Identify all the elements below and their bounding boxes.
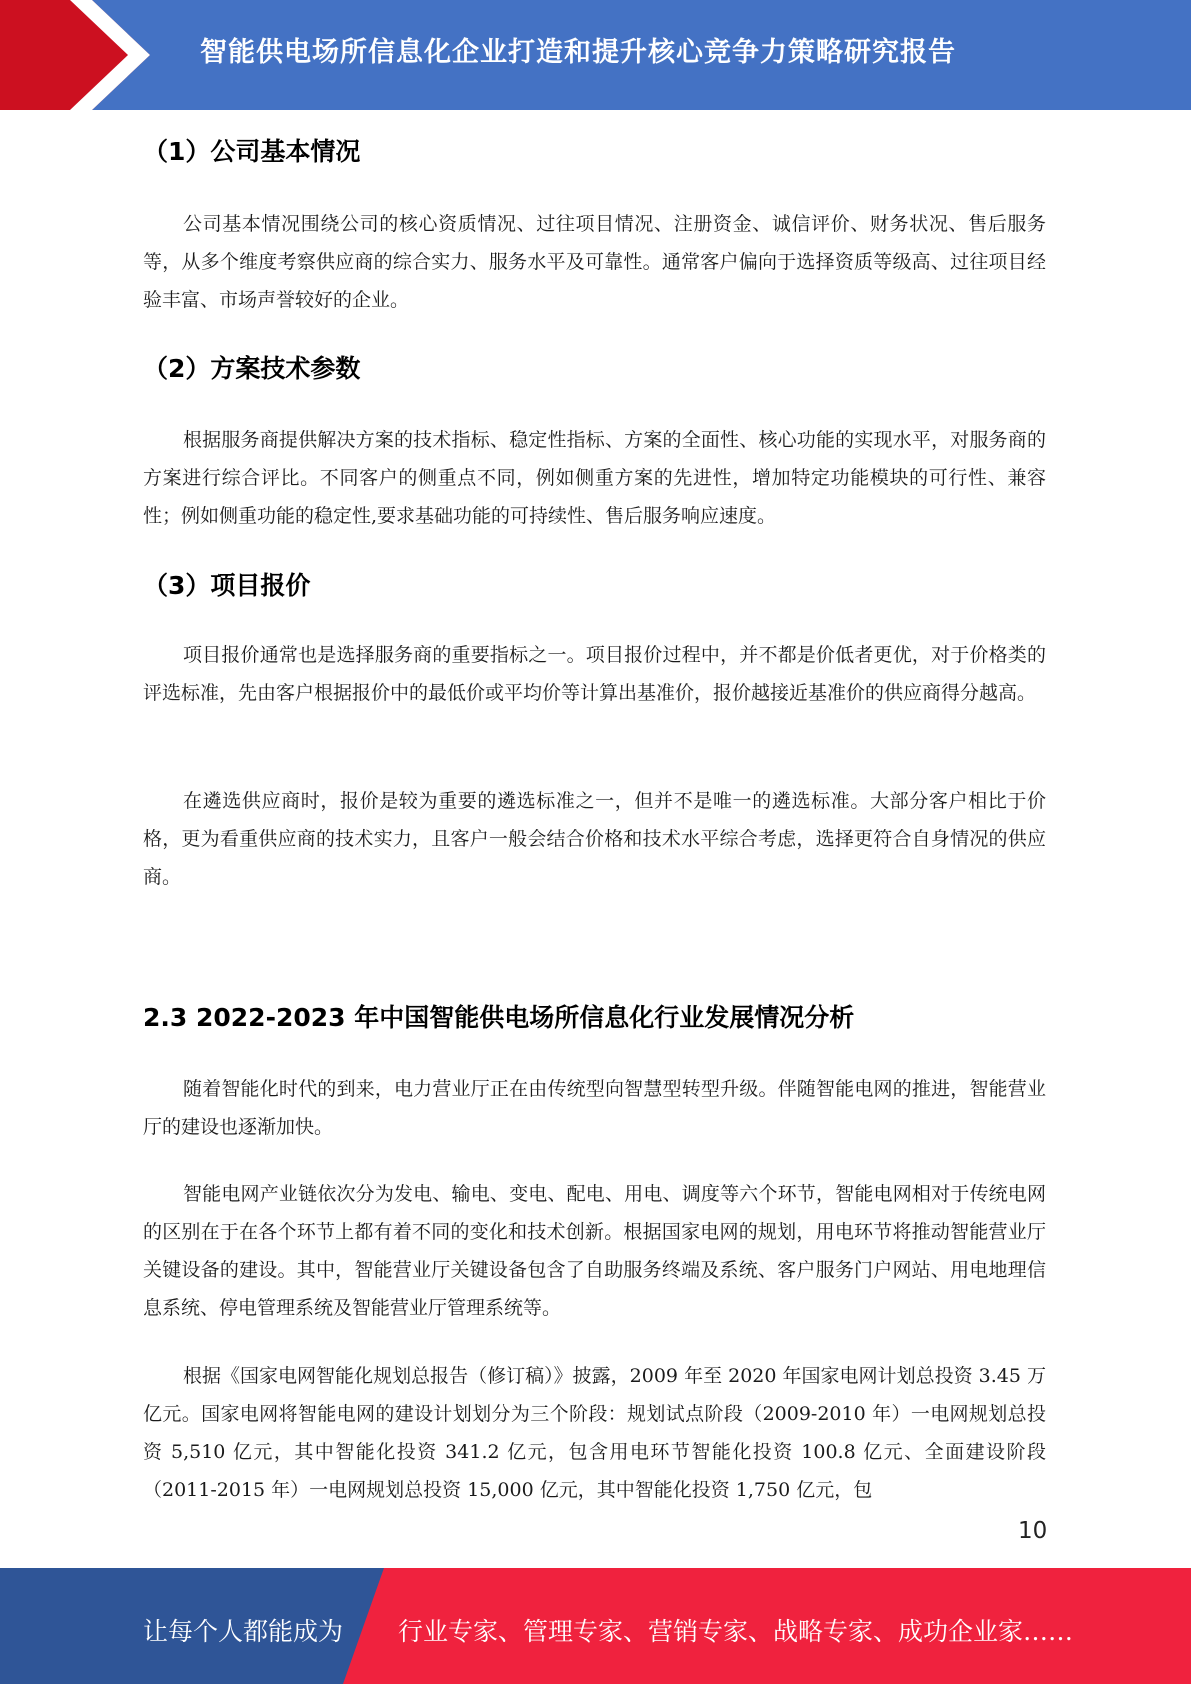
- paragraph: 公司基本情况围绕公司的核心资质情况、过往项目情况、注册资金、诚信评价、财务状况、售后服务等，从多个维度考察供应商的综合实力、服务水平及可靠性。通常客户偏向于选择资质等级高、过往项目经验丰富、市场声誉较好的企业。: [143, 213, 1046, 311]
- header-red-chevron: [0, 0, 150, 110]
- footer-slogan-right: 行业专家、管理专家、营销专家、战略专家、成功企业家……: [398, 1617, 1074, 1646]
- section-heading-technical-params: （2）方案技术参数: [143, 354, 361, 383]
- paragraph: 智能电网产业链依次分为发电、输电、变电、配电、用电、调度等六个环节，智能电网相对于传统电网的区别在于在各个环节上都有着不同的变化和技术创新。根据国家电网的规划，用电环节将推动智能营业厅关键设备的建设。其中，智能营业厅关键设备包含了自助服务终端及系统、客户服务门户网站、用电地理信息系统、停电管理系统及智能营业厅管理系统等。: [143, 1183, 1046, 1319]
- page-header: [0, 0, 1191, 110]
- paragraph: 项目报价通常也是选择服务商的重要指标之一。项目报价过程中，并不都是价低者更优，对于价格类的评选标准，先由客户根据报价中的最低价或平均价等计算出基准价，报价越接近基准价的供应商得分越高。: [143, 644, 1046, 704]
- page-number: 10: [1018, 1518, 1048, 1544]
- paragraph: 在遴选供应商时，报价是较为重要的遴选标准之一，但并不是唯一的遴选标准。大部分客户相比于价格，更为看重供应商的技术实力，且客户一般会结合价格和技术水平综合考虑，选择更符合自身情况的供应商。: [143, 790, 1046, 888]
- section-heading-2-3: 2.3 2022-2023 年中国智能供电场所信息化行业发展情况分析: [143, 1003, 855, 1032]
- page-footer: [0, 1568, 1191, 1684]
- paragraph: 随着智能化时代的到来，电力营业厅正在由传统型向智慧型转型升级。伴随智能电网的推进，智能营业厅的建设也逐渐加快。: [143, 1078, 1046, 1138]
- footer-slogan-left: 让每个人都能成为: [143, 1617, 344, 1646]
- report-title: 智能供电场所信息化企业打造和提升核心竞争力策略研究报告: [200, 37, 956, 68]
- section-heading-project-quote: （3）项目报价: [143, 571, 311, 600]
- paragraph: 根据《国家电网智能化规划总报告（修订稿）》披露，2009 年至 2020 年国家电网计划总投资 3.45 万亿元。国家电网将智能电网的建设计划划分为三个阶段：规划试点阶段（2009-2010 年）一电网规划总投资 5,510 亿元，其中智能化投资 341.2 亿元，包含用电环节智能化投资 100.8 亿元、全面建设阶段（2011-2015 年）一电网规划总投资 15,000 亿元，其中智能化投资 1,750 亿元，包: [143, 1365, 1046, 1501]
- paragraph: 根据服务商提供解决方案的技术指标、稳定性指标、方案的全面性、核心功能的实现水平，对服务商的方案进行综合评比。不同客户的侧重点不同，例如侧重方案的先进性，增加特定功能模块的可行性、兼容性；例如侧重功能的稳定性,要求基础功能的可持续性、售后服务响应速度。: [143, 429, 1046, 527]
- section-heading-company-info: （1）公司基本情况: [143, 137, 361, 166]
